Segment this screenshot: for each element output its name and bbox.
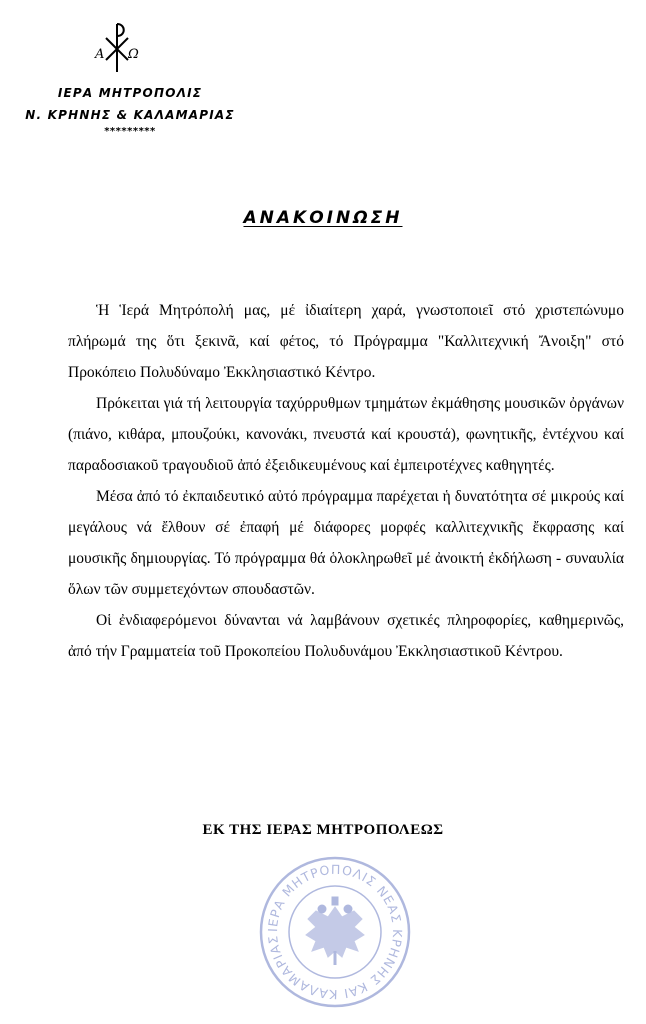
announcement-body <box>68 295 624 667</box>
metropolis-seal-stamp <box>258 855 412 1009</box>
header-location: Ν. ΚΡΗΝΗΣ & ΚΑΛΑΜΑΡΙΑΣ <box>25 108 235 122</box>
paragraph-1: Ἡ Ἱερά Μητρόπολή μας, μέ ἰδιαίτερη χαρά, γνωστοποιεῖ στό χριστεπώνυμο πλήρωμά της ὅτι ξεκινᾶ, καί φέτος, τό Πρόγραμμα "Καλλιτεχνική Ἄνοιξη" στό Προκόπειο Πολυδύναμο Ἐκκλησιαστικό Κέντρο. <box>68 302 624 381</box>
chi-rho-logo-icon <box>92 20 142 74</box>
paragraph-2: Πρόκειται γιά τή λειτουργία ταχύρρυθμων τμημάτων ἐκμάθησης μουσικῶν ὀργάνων (πιάνο, κιθάρα, μπουζούκι, κανονάκι, πνευστά καί κρουστά), φωνητικῆς, ἐντέχνου καί παραδοσιακοῦ τραγουδιοῦ ἀπό ἐξειδικευμένους καί ἐμπειροτέχνες καθηγητές. <box>68 395 624 474</box>
logo-omega: Ω <box>128 47 139 62</box>
header-metropolis: ΙΕΡΑ ΜΗΤΡΟΠΟΛΙΣ <box>57 86 203 100</box>
logo-alpha: Α <box>95 47 105 62</box>
header-stars: ********* <box>104 126 156 137</box>
eagle-icon <box>306 897 364 965</box>
seal-text: ΙΕΡΑ ΜΗΤΡΟΠΟΛΙΣ ΝΕΑΣ ΚΡΗΝΗΣ ΚΑΙ ΚΑΛΑΜΑΡΙΑΣ <box>264 861 406 1003</box>
paragraph-3: Μέσα ἀπό τό ἐκπαιδευτικό αὐτό πρόγραμμα παρέχεται ἡ δυνατότητα σέ μικρούς καί μεγάλους νά ἔλθουν σέ ἐπαφή μέ διάφορες μορφές καλλιτεχνικῆς ἔκφρασης καί μουσικῆς δημιουργίας. Τό πρόγραμμα θά ὁλοκληρωθεῖ μέ ἀνοικτή ἐκδήλωση - συναυλία ὅλων τῶν συμμετεχόντων σπουδαστῶν. <box>68 488 624 598</box>
announcement-title <box>0 208 646 228</box>
signoff: ΕΚ ΤΗΣ ΙΕΡΑΣ ΜΗΤΡΟΠΟΛΕΩΣ <box>202 822 444 838</box>
paragraph-4: Οἱ ἐνδιαφερόμενοι δύνανται νά λαμβάνουν σχετικές πληροφορίες, καθημερινῶς, ἀπό τήν Γραμματεία τοῦ Προκοπείου Πολυδυνάμου Ἐκκλησιαστικοῦ Κέντρου. <box>68 612 624 660</box>
announcement-title-text: ΑΝΑΚΟΙΝΩΣΗ <box>243 208 403 228</box>
